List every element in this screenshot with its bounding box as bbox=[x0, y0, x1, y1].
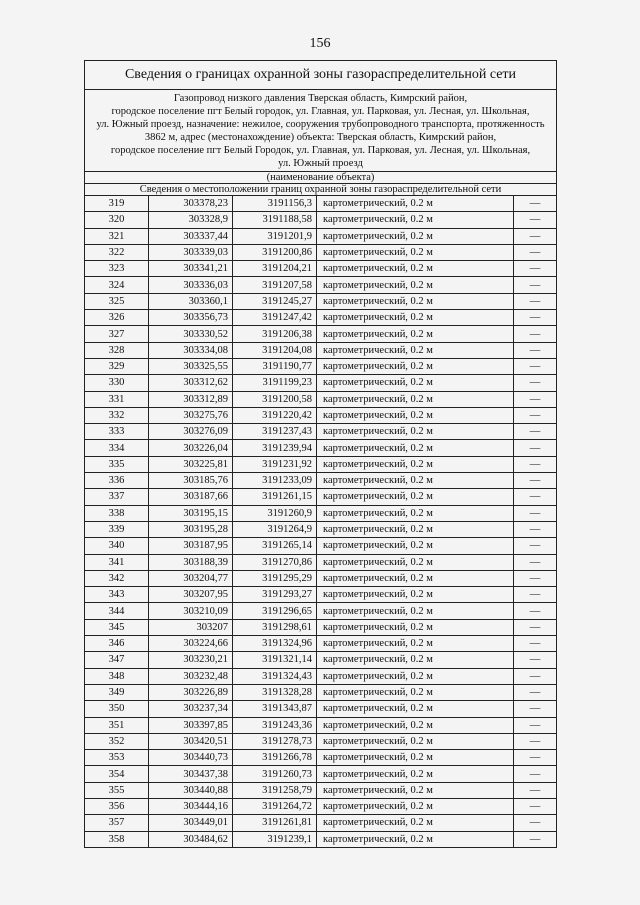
y-coordinate-cell: 3191328,28 bbox=[233, 684, 317, 700]
table-row bbox=[85, 326, 556, 342]
y-coordinate-cell: 3191204,08 bbox=[233, 342, 317, 358]
y-coordinate-cell: 3191321,14 bbox=[233, 652, 317, 668]
method-accuracy-cell: картометрический, 0.2 м bbox=[317, 375, 514, 391]
x-coordinate-cell: 303336,03 bbox=[149, 277, 233, 293]
point-number-cell: 328 bbox=[85, 342, 149, 358]
note-cell: — bbox=[514, 668, 557, 684]
table-row bbox=[85, 782, 556, 798]
table-row bbox=[85, 717, 556, 733]
table-row bbox=[85, 750, 556, 766]
method-accuracy-cell: картометрический, 0.2 м bbox=[317, 326, 514, 342]
object-name-caption: (наименование объекта) bbox=[85, 172, 556, 184]
point-number-cell: 342 bbox=[85, 570, 149, 586]
point-number-cell: 345 bbox=[85, 619, 149, 635]
y-coordinate-cell: 3191188,58 bbox=[233, 212, 317, 228]
table-row bbox=[85, 407, 556, 423]
x-coordinate-cell: 303276,09 bbox=[149, 424, 233, 440]
note-cell: — bbox=[514, 505, 557, 521]
note-cell: — bbox=[514, 750, 557, 766]
table-row bbox=[85, 375, 556, 391]
x-coordinate-cell: 303341,21 bbox=[149, 261, 233, 277]
table-row bbox=[85, 521, 556, 537]
y-coordinate-cell: 3191343,87 bbox=[233, 701, 317, 717]
section-title: Сведения о местоположении границ охранной зоны газораспределительной сети bbox=[85, 184, 556, 196]
table-row bbox=[85, 733, 556, 749]
x-coordinate-cell: 303195,15 bbox=[149, 505, 233, 521]
x-coordinate-cell: 303440,88 bbox=[149, 782, 233, 798]
x-coordinate-cell: 303237,34 bbox=[149, 701, 233, 717]
table-row bbox=[85, 554, 556, 570]
point-number-cell: 351 bbox=[85, 717, 149, 733]
note-cell: — bbox=[514, 619, 557, 635]
note-cell: — bbox=[514, 603, 557, 619]
point-number-cell: 348 bbox=[85, 668, 149, 684]
y-coordinate-cell: 3191239,94 bbox=[233, 440, 317, 456]
note-cell: — bbox=[514, 261, 557, 277]
x-coordinate-cell: 303339,03 bbox=[149, 244, 233, 260]
y-coordinate-cell: 3191260,73 bbox=[233, 766, 317, 782]
table-row bbox=[85, 798, 556, 814]
y-coordinate-cell: 3191207,58 bbox=[233, 277, 317, 293]
y-coordinate-cell: 3191220,42 bbox=[233, 407, 317, 423]
x-coordinate-cell: 303330,52 bbox=[149, 326, 233, 342]
table-row bbox=[85, 342, 556, 358]
point-number-cell: 321 bbox=[85, 228, 149, 244]
y-coordinate-cell: 3191239,1 bbox=[233, 831, 317, 847]
method-accuracy-cell: картометрический, 0.2 м bbox=[317, 782, 514, 798]
x-coordinate-cell: 303484,62 bbox=[149, 831, 233, 847]
y-coordinate-cell: 3191156,3 bbox=[233, 196, 317, 212]
note-cell: — bbox=[514, 212, 557, 228]
table-row bbox=[85, 456, 556, 472]
table-row bbox=[85, 277, 556, 293]
note-cell: — bbox=[514, 798, 557, 814]
point-number-cell: 340 bbox=[85, 538, 149, 554]
x-coordinate-cell: 303230,21 bbox=[149, 652, 233, 668]
x-coordinate-cell: 303225,81 bbox=[149, 456, 233, 472]
method-accuracy-cell: картометрический, 0.2 м bbox=[317, 196, 514, 212]
table-row bbox=[85, 358, 556, 374]
table-row bbox=[85, 244, 556, 260]
table-row bbox=[85, 505, 556, 521]
table-row bbox=[85, 603, 556, 619]
x-coordinate-cell: 303444,16 bbox=[149, 798, 233, 814]
page-number: 156 bbox=[309, 36, 331, 51]
method-accuracy-cell: картометрический, 0.2 м bbox=[317, 603, 514, 619]
note-cell: — bbox=[514, 342, 557, 358]
table-row bbox=[85, 489, 556, 505]
x-coordinate-cell: 303275,76 bbox=[149, 407, 233, 423]
point-number-cell: 358 bbox=[85, 831, 149, 847]
method-accuracy-cell: картометрический, 0.2 м bbox=[317, 310, 514, 326]
method-accuracy-cell: картометрический, 0.2 м bbox=[317, 815, 514, 831]
table-row bbox=[85, 310, 556, 326]
table-row bbox=[85, 228, 556, 244]
note-cell: — bbox=[514, 196, 557, 212]
x-coordinate-cell: 303328,9 bbox=[149, 212, 233, 228]
y-coordinate-cell: 3191296,65 bbox=[233, 603, 317, 619]
table-row bbox=[85, 684, 556, 700]
table-row bbox=[85, 619, 556, 635]
note-cell: — bbox=[514, 587, 557, 603]
table-row bbox=[85, 293, 556, 309]
y-coordinate-cell: 3191324,96 bbox=[233, 636, 317, 652]
x-coordinate-cell: 303232,48 bbox=[149, 668, 233, 684]
description-line: ул. Южный проезд bbox=[278, 158, 363, 169]
point-number-cell: 327 bbox=[85, 326, 149, 342]
method-accuracy-cell: картометрический, 0.2 м bbox=[317, 831, 514, 847]
point-number-cell: 337 bbox=[85, 489, 149, 505]
method-accuracy-cell: картометрический, 0.2 м bbox=[317, 456, 514, 472]
method-accuracy-cell: картометрический, 0.2 м bbox=[317, 391, 514, 407]
note-cell: — bbox=[514, 358, 557, 374]
y-coordinate-cell: 3191295,29 bbox=[233, 570, 317, 586]
point-number-cell: 336 bbox=[85, 473, 149, 489]
method-accuracy-cell: картометрический, 0.2 м bbox=[317, 261, 514, 277]
point-number-cell: 326 bbox=[85, 310, 149, 326]
x-coordinate-cell: 303437,38 bbox=[149, 766, 233, 782]
point-number-cell: 322 bbox=[85, 244, 149, 260]
x-coordinate-cell: 303334,08 bbox=[149, 342, 233, 358]
point-number-cell: 352 bbox=[85, 733, 149, 749]
x-coordinate-cell: 303187,95 bbox=[149, 538, 233, 554]
x-coordinate-cell: 303204,77 bbox=[149, 570, 233, 586]
x-coordinate-cell: 303185,76 bbox=[149, 473, 233, 489]
y-coordinate-cell: 3191258,79 bbox=[233, 782, 317, 798]
table-row bbox=[85, 424, 556, 440]
note-cell: — bbox=[514, 521, 557, 537]
method-accuracy-cell: картометрический, 0.2 м bbox=[317, 440, 514, 456]
point-number-cell: 331 bbox=[85, 391, 149, 407]
point-number-cell: 339 bbox=[85, 521, 149, 537]
method-accuracy-cell: картометрический, 0.2 м bbox=[317, 652, 514, 668]
table-row bbox=[85, 636, 556, 652]
point-number-cell: 355 bbox=[85, 782, 149, 798]
x-coordinate-cell: 303187,66 bbox=[149, 489, 233, 505]
note-cell: — bbox=[514, 766, 557, 782]
note-cell: — bbox=[514, 701, 557, 717]
point-number-cell: 333 bbox=[85, 424, 149, 440]
method-accuracy-cell: картометрический, 0.2 м bbox=[317, 538, 514, 554]
y-coordinate-cell: 3191243,36 bbox=[233, 717, 317, 733]
table-row bbox=[85, 538, 556, 554]
y-coordinate-cell: 3191265,14 bbox=[233, 538, 317, 554]
note-cell: — bbox=[514, 733, 557, 749]
description-line: 3862 м, адрес (местонахождение) объекта: Тверская область, Кимрский район, bbox=[144, 132, 497, 143]
method-accuracy-cell: картометрический, 0.2 м bbox=[317, 473, 514, 489]
method-accuracy-cell: картометрический, 0.2 м bbox=[317, 684, 514, 700]
description-line: городское поселение пгт Белый городок, ул. Главная, ул. Парковая, ул. Лесная, ул. Школьная, bbox=[111, 106, 530, 117]
method-accuracy-cell: картометрический, 0.2 м bbox=[317, 489, 514, 505]
note-cell: — bbox=[514, 831, 557, 847]
description-line: Газопровод низкого давления Тверская область, Кимрский район, bbox=[173, 93, 468, 104]
point-number-cell: 347 bbox=[85, 652, 149, 668]
x-coordinate-cell: 303360,1 bbox=[149, 293, 233, 309]
x-coordinate-cell: 303325,55 bbox=[149, 358, 233, 374]
point-number-cell: 329 bbox=[85, 358, 149, 374]
method-accuracy-cell: картометрический, 0.2 м bbox=[317, 212, 514, 228]
method-accuracy-cell: картометрический, 0.2 м bbox=[317, 554, 514, 570]
table-row bbox=[85, 196, 556, 212]
point-number-cell: 341 bbox=[85, 554, 149, 570]
point-number-cell: 320 bbox=[85, 212, 149, 228]
point-number-cell: 350 bbox=[85, 701, 149, 717]
y-coordinate-cell: 3191245,27 bbox=[233, 293, 317, 309]
y-coordinate-cell: 3191190,77 bbox=[233, 358, 317, 374]
x-coordinate-cell: 303397,85 bbox=[149, 717, 233, 733]
table-row bbox=[85, 766, 556, 782]
coordinates-table-body bbox=[85, 196, 556, 847]
y-coordinate-cell: 3191237,43 bbox=[233, 424, 317, 440]
description-line: ул. Южный проезд, назначение: нежилое, сооружения трубопроводного транспорта, протяженность bbox=[96, 119, 545, 130]
method-accuracy-cell: картометрический, 0.2 м bbox=[317, 521, 514, 537]
y-coordinate-cell: 3191199,23 bbox=[233, 375, 317, 391]
table-row bbox=[85, 815, 556, 831]
y-coordinate-cell: 3191270,86 bbox=[233, 554, 317, 570]
y-coordinate-cell: 3191206,38 bbox=[233, 326, 317, 342]
x-coordinate-cell: 303337,44 bbox=[149, 228, 233, 244]
note-cell: — bbox=[514, 473, 557, 489]
point-number-cell: 338 bbox=[85, 505, 149, 521]
y-coordinate-cell: 3191261,15 bbox=[233, 489, 317, 505]
x-coordinate-cell: 303420,51 bbox=[149, 733, 233, 749]
method-accuracy-cell: картометрический, 0.2 м bbox=[317, 228, 514, 244]
point-number-cell: 357 bbox=[85, 815, 149, 831]
y-coordinate-cell: 3191293,27 bbox=[233, 587, 317, 603]
method-accuracy-cell: картометрический, 0.2 м bbox=[317, 342, 514, 358]
table-row bbox=[85, 261, 556, 277]
y-coordinate-cell: 3191201,9 bbox=[233, 228, 317, 244]
note-cell: — bbox=[514, 407, 557, 423]
note-cell: — bbox=[514, 684, 557, 700]
document-title: Сведения о границах охранной зоны газораспределительной сети bbox=[85, 61, 556, 90]
method-accuracy-cell: картометрический, 0.2 м bbox=[317, 424, 514, 440]
method-accuracy-cell: картометрический, 0.2 м bbox=[317, 244, 514, 260]
point-number-cell: 319 bbox=[85, 196, 149, 212]
table-row bbox=[85, 652, 556, 668]
point-number-cell: 356 bbox=[85, 798, 149, 814]
table-row bbox=[85, 391, 556, 407]
point-number-cell: 335 bbox=[85, 456, 149, 472]
note-cell: — bbox=[514, 782, 557, 798]
note-cell: — bbox=[514, 391, 557, 407]
method-accuracy-cell: картометрический, 0.2 м bbox=[317, 570, 514, 586]
note-cell: — bbox=[514, 717, 557, 733]
x-coordinate-cell: 303226,04 bbox=[149, 440, 233, 456]
y-coordinate-cell: 3191204,21 bbox=[233, 261, 317, 277]
point-number-cell: 323 bbox=[85, 261, 149, 277]
table-row bbox=[85, 701, 556, 717]
note-cell: — bbox=[514, 440, 557, 456]
x-coordinate-cell: 303356,73 bbox=[149, 310, 233, 326]
method-accuracy-cell: картометрический, 0.2 м bbox=[317, 766, 514, 782]
x-coordinate-cell: 303226,89 bbox=[149, 684, 233, 700]
method-accuracy-cell: картометрический, 0.2 м bbox=[317, 750, 514, 766]
point-number-cell: 325 bbox=[85, 293, 149, 309]
description-line: городское поселение пгт Белый Городок, ул. Главная, ул. Парковая, ул. Лесная, ул. Школьная, bbox=[110, 145, 531, 156]
object-description bbox=[85, 90, 556, 172]
method-accuracy-cell: картометрический, 0.2 м bbox=[317, 619, 514, 635]
y-coordinate-cell: 3191264,9 bbox=[233, 521, 317, 537]
x-coordinate-cell: 303224,66 bbox=[149, 636, 233, 652]
note-cell: — bbox=[514, 277, 557, 293]
point-number-cell: 346 bbox=[85, 636, 149, 652]
note-cell: — bbox=[514, 570, 557, 586]
method-accuracy-cell: картометрический, 0.2 м bbox=[317, 358, 514, 374]
x-coordinate-cell: 303195,28 bbox=[149, 521, 233, 537]
table-row bbox=[85, 587, 556, 603]
y-coordinate-cell: 3191260,9 bbox=[233, 505, 317, 521]
zone-boundary-document bbox=[84, 60, 557, 848]
note-cell: — bbox=[514, 424, 557, 440]
table-row bbox=[85, 570, 556, 586]
x-coordinate-cell: 303449,01 bbox=[149, 815, 233, 831]
y-coordinate-cell: 3191247,42 bbox=[233, 310, 317, 326]
method-accuracy-cell: картометрический, 0.2 м bbox=[317, 587, 514, 603]
point-number-cell: 324 bbox=[85, 277, 149, 293]
note-cell: — bbox=[514, 538, 557, 554]
x-coordinate-cell: 303378,23 bbox=[149, 196, 233, 212]
method-accuracy-cell: картометрический, 0.2 м bbox=[317, 701, 514, 717]
note-cell: — bbox=[514, 636, 557, 652]
x-coordinate-cell: 303312,62 bbox=[149, 375, 233, 391]
x-coordinate-cell: 303440,73 bbox=[149, 750, 233, 766]
y-coordinate-cell: 3191264,72 bbox=[233, 798, 317, 814]
point-number-cell: 349 bbox=[85, 684, 149, 700]
point-number-cell: 332 bbox=[85, 407, 149, 423]
y-coordinate-cell: 3191278,73 bbox=[233, 733, 317, 749]
x-coordinate-cell: 303312,89 bbox=[149, 391, 233, 407]
x-coordinate-cell: 303207 bbox=[149, 619, 233, 635]
method-accuracy-cell: картометрический, 0.2 м bbox=[317, 293, 514, 309]
point-number-cell: 353 bbox=[85, 750, 149, 766]
y-coordinate-cell: 3191200,58 bbox=[233, 391, 317, 407]
y-coordinate-cell: 3191231,92 bbox=[233, 456, 317, 472]
note-cell: — bbox=[514, 554, 557, 570]
point-number-cell: 344 bbox=[85, 603, 149, 619]
method-accuracy-cell: картометрический, 0.2 м bbox=[317, 407, 514, 423]
method-accuracy-cell: картометрический, 0.2 м bbox=[317, 505, 514, 521]
method-accuracy-cell: картометрический, 0.2 м bbox=[317, 636, 514, 652]
note-cell: — bbox=[514, 456, 557, 472]
point-number-cell: 343 bbox=[85, 587, 149, 603]
note-cell: — bbox=[514, 310, 557, 326]
table-row bbox=[85, 668, 556, 684]
method-accuracy-cell: картометрический, 0.2 м bbox=[317, 277, 514, 293]
y-coordinate-cell: 3191298,61 bbox=[233, 619, 317, 635]
table-row bbox=[85, 473, 556, 489]
y-coordinate-cell: 3191324,43 bbox=[233, 668, 317, 684]
note-cell: — bbox=[514, 326, 557, 342]
y-coordinate-cell: 3191233,09 bbox=[233, 473, 317, 489]
y-coordinate-cell: 3191266,78 bbox=[233, 750, 317, 766]
table-row bbox=[85, 831, 556, 847]
point-number-cell: 334 bbox=[85, 440, 149, 456]
note-cell: — bbox=[514, 228, 557, 244]
point-number-cell: 354 bbox=[85, 766, 149, 782]
note-cell: — bbox=[514, 375, 557, 391]
coordinates-table bbox=[85, 196, 556, 848]
x-coordinate-cell: 303210,09 bbox=[149, 603, 233, 619]
method-accuracy-cell: картометрический, 0.2 м bbox=[317, 798, 514, 814]
table-row bbox=[85, 212, 556, 228]
x-coordinate-cell: 303188,39 bbox=[149, 554, 233, 570]
y-coordinate-cell: 3191200,86 bbox=[233, 244, 317, 260]
method-accuracy-cell: картометрический, 0.2 м bbox=[317, 733, 514, 749]
method-accuracy-cell: картометрический, 0.2 м bbox=[317, 668, 514, 684]
note-cell: — bbox=[514, 489, 557, 505]
method-accuracy-cell: картометрический, 0.2 м bbox=[317, 717, 514, 733]
note-cell: — bbox=[514, 244, 557, 260]
x-coordinate-cell: 303207,95 bbox=[149, 587, 233, 603]
note-cell: — bbox=[514, 652, 557, 668]
note-cell: — bbox=[514, 293, 557, 309]
point-number-cell: 330 bbox=[85, 375, 149, 391]
note-cell: — bbox=[514, 815, 557, 831]
table-row bbox=[85, 440, 556, 456]
y-coordinate-cell: 3191261,81 bbox=[233, 815, 317, 831]
